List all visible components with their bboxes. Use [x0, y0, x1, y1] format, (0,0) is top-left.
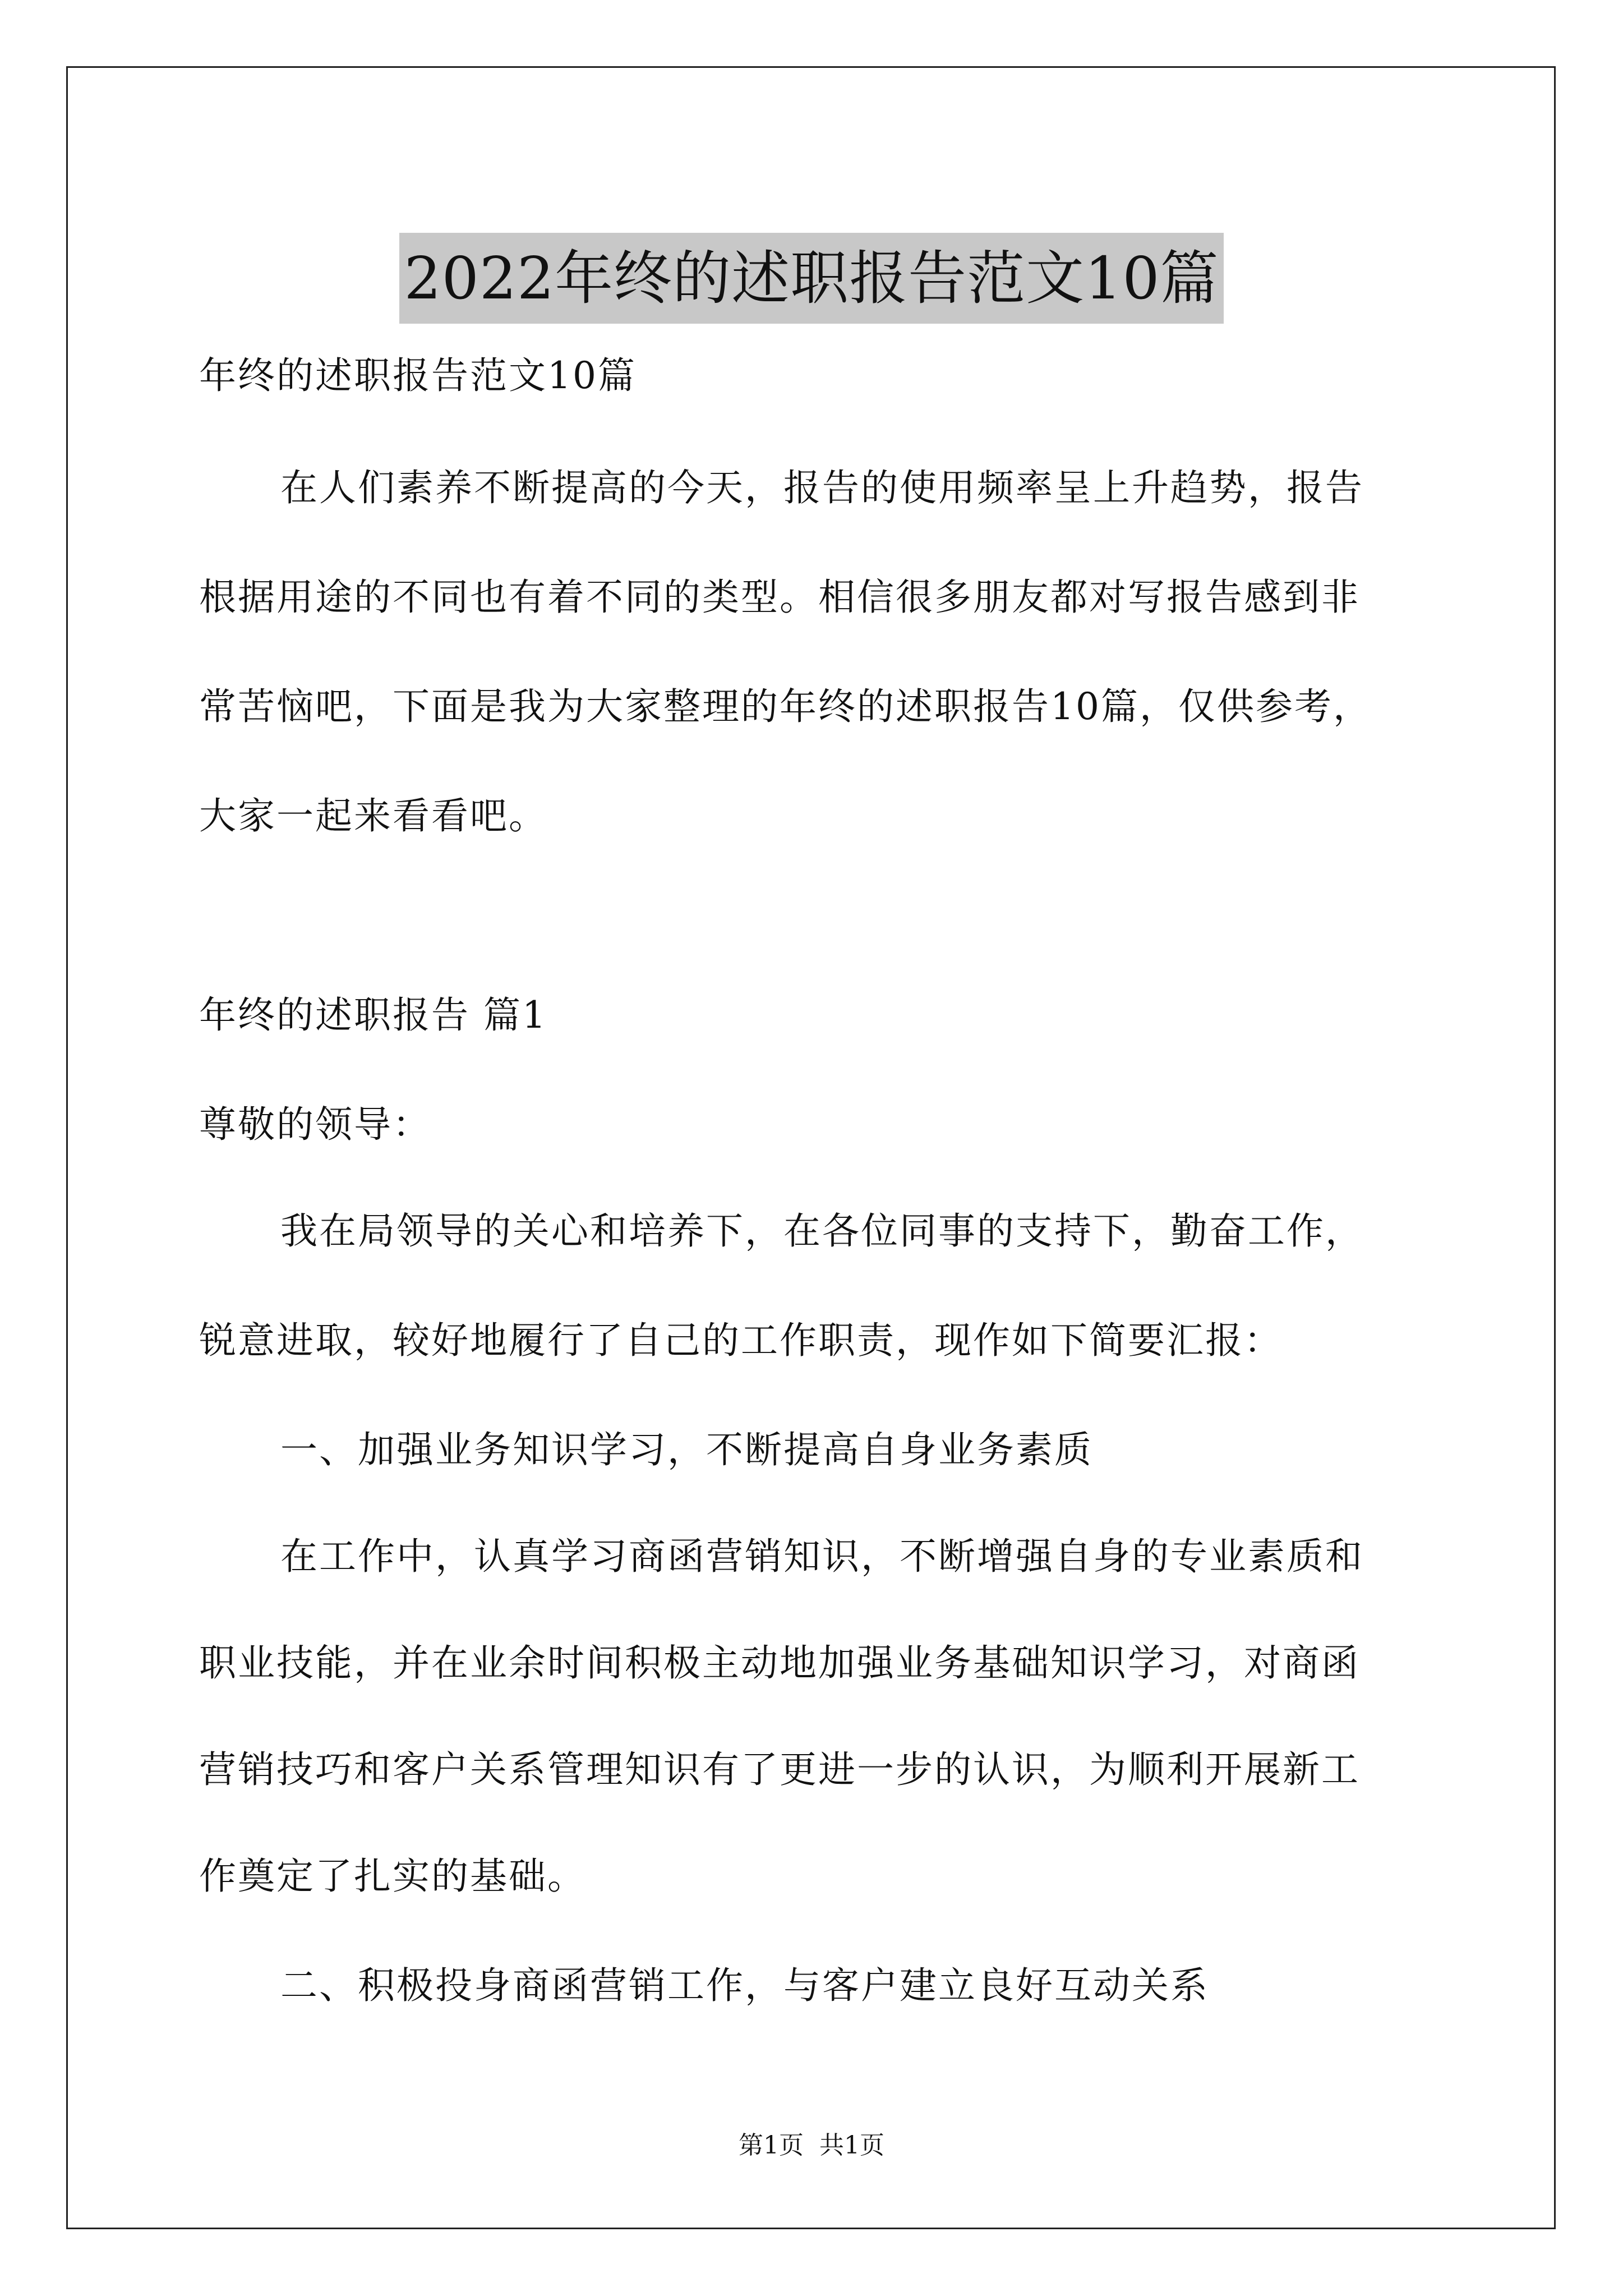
body-line-2: 锐意进取，较好地履行了自己的工作职责，现作如下简要汇报：: [199, 1319, 1283, 1362]
page-total: 共1页: [819, 2131, 884, 2160]
body-line-6: 营销技巧和客户关系管理知识有了更进一步的认识，为顺利开展新工: [199, 1748, 1360, 1791]
title-container: [0, 194, 1623, 362]
body-line-3: 一、加强业务知识学习，不断提高自身业务素质: [280, 1428, 1093, 1471]
page-current: 第1页: [739, 2131, 804, 2160]
page-footer: [0, 2129, 1623, 2162]
body-line-1: 我在局领导的关心和培养下，在各位同事的支持下，勤奋工作，: [280, 1209, 1364, 1253]
intro-line-4: 大家一起来看看吧。: [199, 794, 547, 838]
intro-line-1: 在人们素养不断提高的今天，报告的使用频率呈上升趋势，报告: [280, 466, 1364, 509]
body-line-7: 作奠定了扎实的基础。: [199, 1855, 586, 1898]
section-heading: 年终的述职报告 篇1: [199, 993, 547, 1037]
body-line-5: 职业技能，并在业余时间积极主动地加强业务基础知识学习，对商函: [199, 1641, 1360, 1685]
intro-line-2: 根据用途的不同也有着不同的类型。相信很多朋友都对写报告感到非: [199, 576, 1360, 619]
salutation: 尊敬的领导：: [199, 1103, 431, 1146]
body-line-8: 二、积极投身商函营销工作，与客户建立良好互动关系: [280, 1964, 1209, 2007]
document-subtitle: 年终的述职报告范文10篇: [199, 354, 637, 397]
document-title: 2022年终的述职报告范文10篇: [399, 233, 1223, 324]
body-line-4: 在工作中，认真学习商函营销知识，不断增强自身的专业素质和: [280, 1535, 1364, 1578]
intro-line-3: 常苦恼吧，下面是我为大家整理的年终的述职报告10篇，仅供参考，: [199, 685, 1372, 728]
